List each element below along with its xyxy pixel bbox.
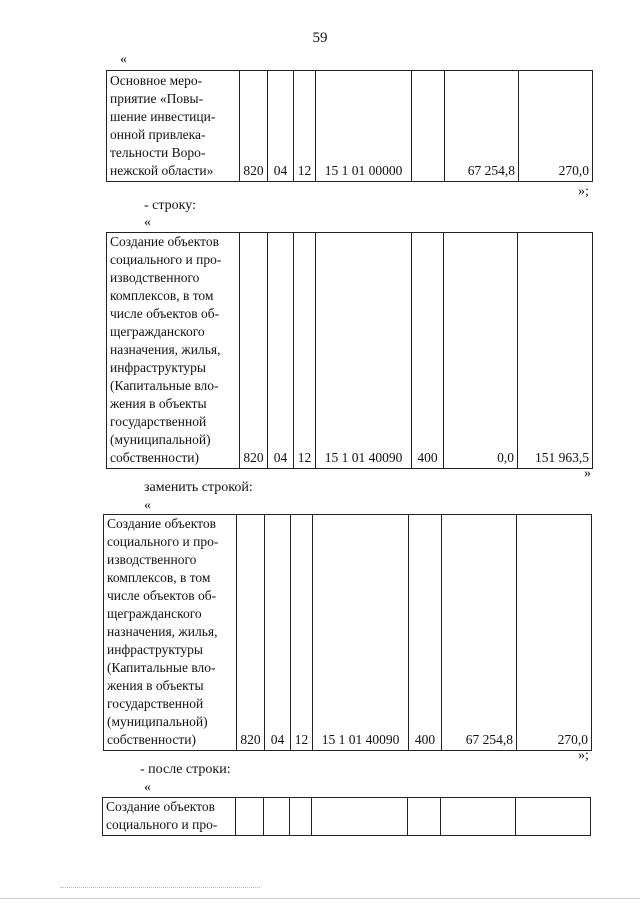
cell-section: 04 [268, 71, 294, 182]
quote-open-3: « [144, 498, 151, 513]
cell-code: 820 [240, 233, 268, 469]
cell-section [264, 798, 290, 836]
row-name: Создание объектов социального и про- [103, 798, 236, 836]
cell-target: 15 1 01 00000 [316, 71, 412, 182]
cell-subsection: 12 [294, 71, 316, 182]
cell-section: 04 [268, 233, 294, 469]
cell-sum2: 270,0 [519, 71, 593, 182]
cell-subsection: 12 [291, 515, 313, 751]
page-number: 59 [312, 30, 328, 46]
cell-vr [412, 71, 445, 182]
budget-row-4 [102, 797, 591, 836]
cell-vr: 400 [409, 515, 442, 751]
cell-code: 820 [237, 515, 265, 751]
end-quote-2: » [584, 466, 591, 481]
caption-replace: заменить строкой: [144, 480, 253, 495]
quote-open-4: « [144, 780, 151, 795]
page-bottom-edge [0, 898, 640, 899]
cell-section: 04 [265, 515, 291, 751]
cell-code: 820 [240, 71, 268, 182]
cell-sum2 [516, 798, 591, 836]
cell-code [236, 798, 264, 836]
cell-sum1: 0,0 [444, 233, 518, 469]
budget-row-1 [106, 70, 593, 182]
cell-target: 15 1 01 40090 [313, 515, 409, 751]
cell-subsection: 12 [294, 233, 316, 469]
quote-open-2: « [144, 215, 151, 230]
end-semicolon-1: »; [578, 184, 589, 199]
end-semicolon-3: »; [578, 748, 589, 763]
cell-target [312, 798, 408, 836]
cell-sum1: 67 254,8 [442, 515, 517, 751]
cell-sum1 [441, 798, 516, 836]
cell-sum2: 270,0 [517, 515, 592, 751]
row-name: Создание объектов социального и про-изводственного комплексов, в том числе объектов об-щегражданского назначения, жилья, инфраструктуры (Капитальные вло-жения в объекты государственной (муниципальной) собственности) [104, 515, 237, 751]
row-name: Основное меро-приятие «Повы-шение инвестици-онной привлека-тельности Воро-нежской области» [107, 71, 240, 182]
cell-sum1: 67 254,8 [445, 71, 519, 182]
cell-vr: 400 [412, 233, 444, 469]
cell-target: 15 1 01 40090 [316, 233, 412, 469]
scan-speckle [60, 887, 260, 889]
caption-after: - после строки: [140, 762, 231, 777]
budget-row-2 [106, 232, 593, 469]
caption-string: - строку: [144, 198, 196, 213]
row-name: Создание объектов социального и про-изводственного комплексов, в том числе объектов об-щегражданского назначения, жилья, инфраструктуры (Капитальные вло-жения в объекты государственной (муниципальной) собственности) [107, 233, 240, 469]
quote-open: « [120, 52, 127, 67]
cell-subsection [290, 798, 312, 836]
cell-vr [408, 798, 441, 836]
budget-row-3 [103, 514, 592, 751]
cell-sum2: 151 963,5 [518, 233, 593, 469]
